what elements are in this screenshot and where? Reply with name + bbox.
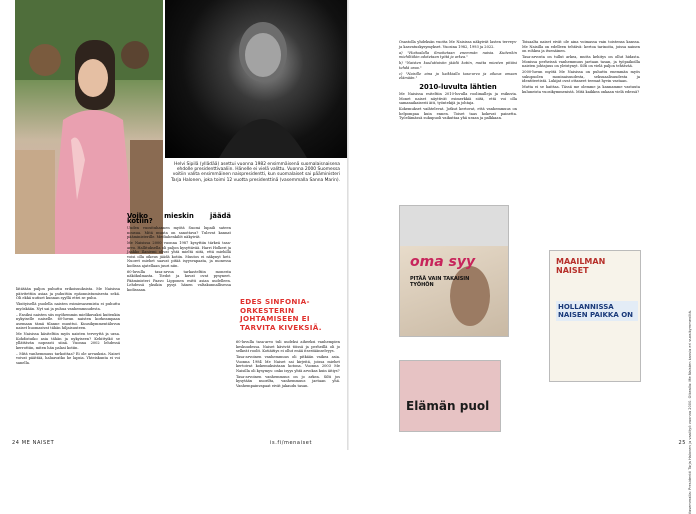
paragraph: Mutta ei se haittaa. Tässä me olemme ja kannamme vastuuta kuluneista vuosikymmenistä. Mitä kaikkea onkaan vielä edessä?	[522, 85, 640, 94]
footer-url: is.fi/menaiset	[270, 440, 313, 446]
paragraph: – Mitä vanhemmuus tarkoittaa? Ei ole arvauksia. Naiset voivat päättää, haluavatko he lapsia. Yhteiskunta ei voi sanella.	[16, 351, 120, 365]
paragraph: Toisaalta naiset eivät ole aina voimassa vain toistensa kanssa. Me Naisilla on edelleen tehtävä: kertoa tarinoita, joissa nainen on rohkea ja itsenäinen.	[522, 40, 640, 53]
paragraph: Me Naisissa esiteltiin 2010-luvulla roolimalleja ja esikuvia. Monet naiset näyttivät esimerkkiä siitä, että voi olla samanaikaisesti äiti, työntekijä ja johtaja.	[399, 92, 517, 105]
magazine-cover-oma-syy	[399, 205, 509, 337]
paragraph: Me Naisissa 2000 vuonna 1987 kysyttiin tärkeä tasa-arvo. Hallituksella oli paljon kysyttävää. Harri Holkeri ja Jaakko Ilaniemi olivat yhtä mieltä siitä, että miehillä voisi olla oikeus jäädä kotiin. Muutos ei näkynyt heti. Nuoret miehet saavat pitää isyysvapaata, ja monessa kodissa ajatellaan juuri niin.	[127, 241, 231, 268]
cover-title: Elämän puol	[406, 399, 490, 413]
cover-brand: MAAILMAN NAISET	[556, 257, 606, 275]
left-column-1	[16, 287, 120, 367]
side-caption: Vasemmalla: Presidentti Tarja Halonen ja vaalityö vuonna 2000. Oikealla: Me Naisten kansia eri vuosikymmeniltä.	[688, 310, 692, 514]
paragraph: 60-luvulla tasa-arvo tuli uudeksi aiheeksi vanhempien keskuudessa. Naiset kävivät töissä ja perheillä oli jo selkeät roolit. Kotiäitiys ei ollut enää itsestäänselvyys.	[236, 340, 340, 353]
paragraph: Osastolla yhdeksän vuotta Me Naisissa näkyivät lasten terveys- ja kasvatuskysymykset. Vuosina 1982, 1993 ja 2022.	[399, 40, 517, 49]
paragraph: Kokemukset vaihtelevat. Jotkut kertovat, että vanhemmuus on helpompaa kuin ennen. Toiset taas kokevat painetta. Työelämässä sukupuoli vaikuttaa yhä uraan ja palkkaan.	[399, 107, 517, 120]
left-page-footer: 24 ME NAISET	[12, 440, 55, 446]
right-column-1	[399, 40, 517, 122]
right-page	[349, 0, 696, 514]
right-column-2	[522, 40, 640, 96]
magazine-cover-elaman-puol	[399, 360, 501, 432]
cover-subtitle: PITÄÄ VAIN TAKAISIN TYÖHÖN	[410, 276, 470, 288]
cover-illustration	[400, 206, 508, 336]
paragraph: b) "Naisten kuuluttaisiin jäädä kotiin, mutta miesten pitäisi tehdä uraa."	[399, 61, 517, 70]
left-page	[0, 0, 347, 450]
paragraph: a) "Hoitoalalla ilmoitetaan enemmän naisia. Kuitenkin miehiltäkin odotetaan työtä ja arkea."	[399, 50, 517, 59]
paragraph: Tasa-arvosta on tullut arkea, mutta kehitys on ollut hidasta. Monissa perheissä vanhemmuus jaetaan tasan, ja työpaikoilla naisten johtajuus on yleistynyt. Silti on vielä paljon tehtävää.	[522, 55, 640, 68]
paragraph: Tasa-arvoinen vanhemmuus oli pitkään vaikea asia. Vuonna 1984 Me Naiset sai kirjeitä, joissa miehet kertoivat kokemuksistaan kotona. Vuonna 2003 Me Naisilla oli kysymys: onko isyys yhtä arvokas kuin äitiys?	[236, 355, 340, 373]
paragraph: lätätään paljon puhuttu erikoisuuksista. Me Naisissa päivitettiin asiaa ja puhuttiin epäonnistumisesta sekä. Oli ekkä uutiset kunnan syyllä ettei se puhu.	[16, 287, 120, 300]
paragraph: – Ensiksi naisten siis myöhemmin mielikuvaksi kuitenkin nykyiselle naiselle. 60-luvun naisten korkeampaan asemaan tämä tilanne muuttui. Kuusikymmentäluvun naiset huomasivat tähän hiljaisuuteen.	[16, 312, 120, 330]
helvi-sipila-photo	[165, 0, 347, 158]
paragraph: Uuden vuosituhannen myötä Suomi lupaili sateen nousua. Mitä muuta on sanottava? Tulevat kannat pääministerille. Mediahenkilöt näkyivät.	[127, 226, 231, 239]
paragraph: Tasa-arvoinen vanhemmuus on jo arkea. Silti jos kysytään nuorilta, vanhemmuus jaetaan yhä. Vanhempainvapaat eivät jakaudu tasan.	[236, 374, 340, 388]
magazine-cover-maailman-naiset	[549, 250, 641, 382]
paragraph: 60-luvulla tasa-arvoa tarkasteltiin monesta näkökulmasta. Tiedot ja kuvat ovat pysyneet. Pääministeri Paavo Lipponen esitti asian uudelleen. Lehdessä yksikin pysyi hänen valtakunnallisessa kodissaan.	[127, 269, 231, 292]
portrait-illustration	[165, 0, 347, 158]
cover-title: HOLLANNISSA NAISEN PAIKKA ON	[556, 301, 638, 321]
paragraph: 2000-luvun myötä Me Naisissa on puhuttu enemmän myös sukupuolen moninaisuudesta, seksuaalisuudesta ja identiteetistä. Lukijat ovat ottaneet teemat hyvin vastaan.	[522, 70, 640, 83]
pull-quote: EDES SINFONIA-ORKESTERIN JOHTAMISEEN EI TARVITA KIVEKSIÄ.	[240, 297, 322, 332]
photo-caption: Helvi Sipilä (yllädää) asettui vuonna 1982 ensimmäisenä suomalaisnaisena ehdolle presidenttivaaliin. Hänelle ei vielä valittu. Vuonna 2000 Suomessa voitiin valita ensimmäinen naispresidentti, kun suomalaiset sai pääministeri Tarja Halonen, joka toimi 12 vuotta presidenttinä (vasemmalla Sanna Marin).	[170, 162, 340, 183]
cover-title: oma syy	[410, 254, 476, 270]
right-page-number: 25	[678, 440, 686, 446]
paragraph: Me Naisissa käsiteltiin myös naisten terveyttä ja uraa. Kohdistuiko asia tähän ja nykyiseen? Kehittyikö se yllättävän nopeasti siinä. Vuonna 2002 lehdessä kerrottiin, miten hän palasi kotiin.	[16, 332, 120, 350]
left-column-2	[127, 214, 231, 294]
paragraph: Yksityisellä puolella naisten esimiesasemista ei puhuttu myöskään. Nyt sai ja puhua vanhemmuudesta.	[16, 302, 120, 311]
section-heading: 2010-luvulta lähtien	[419, 82, 497, 91]
paragraph: c) "Naisille aina ja kaikkialla tasa-arvo ja oikeus omaan elämään."	[399, 71, 517, 80]
section-heading: Voiko mieskin jäädä kotiin?	[127, 212, 231, 225]
left-column-3	[236, 340, 340, 390]
